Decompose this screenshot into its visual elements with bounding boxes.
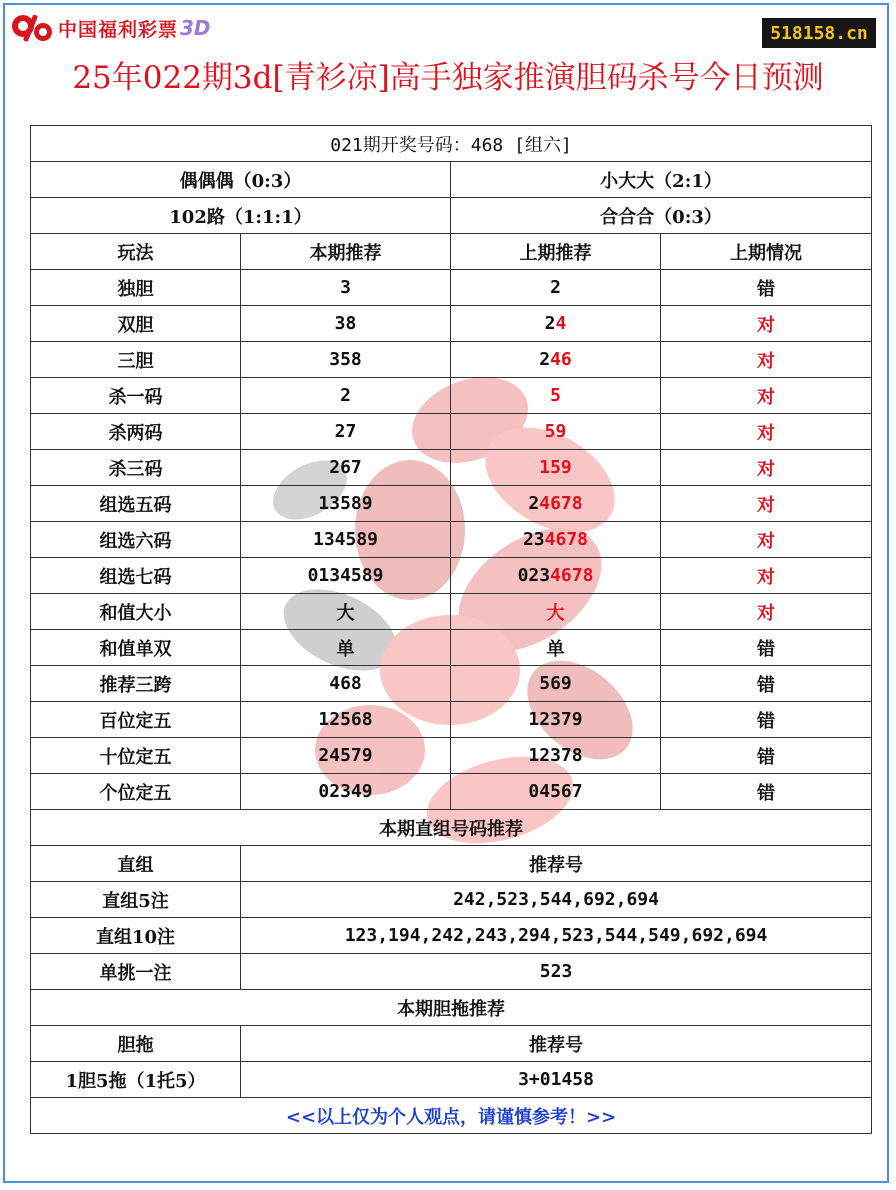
page-title: 25年022期3d[青衫凉]高手独家推演胆码杀号今日预测 [72, 60, 824, 96]
dantuo-header-row [31, 1026, 872, 1062]
last-recommendation-hit: 大 [546, 602, 565, 624]
col-header-last: 上期推荐 [451, 234, 661, 270]
current-recommendation: 大 [241, 594, 451, 630]
last-recommendation [451, 594, 661, 630]
site-badge[interactable]: 518158.cn [762, 18, 876, 48]
last-recommendation [451, 306, 661, 342]
last-result: 错 [661, 702, 872, 738]
col-header-current: 本期推荐 [241, 234, 451, 270]
play-name: 双胆 [31, 306, 241, 342]
current-recommendation: 单 [241, 630, 451, 666]
last-recommendation [451, 414, 661, 450]
dantuo-label: 1胆5拖（1托5） [31, 1062, 241, 1098]
current-recommendation: 358 [241, 342, 451, 378]
table-row [31, 270, 872, 306]
table-row [31, 414, 872, 450]
current-recommendation: 13589 [241, 486, 451, 522]
table-row [31, 702, 872, 738]
table-row [31, 450, 872, 486]
direct-value-header: 推荐号 [241, 846, 872, 882]
summary-row [31, 198, 872, 234]
last-recommendation-hit: 5 [550, 385, 561, 406]
last-recommendation [451, 738, 661, 774]
last-recommendation [451, 450, 661, 486]
play-name: 独胆 [31, 270, 241, 306]
section-row [31, 810, 872, 846]
prime-pattern: 合合合（0:3） [451, 198, 872, 234]
dantuo-numbers: 3+01458 [241, 1062, 872, 1098]
last-recommendation [451, 486, 661, 522]
last-result: 错 [661, 774, 872, 810]
last-recommendation-hit: 59 [544, 421, 567, 442]
dantuo-row [31, 1062, 872, 1098]
last-recommendation [451, 702, 661, 738]
dantuo-section-title: 本期胆拖推荐 [31, 990, 872, 1026]
last-recommendation [451, 558, 661, 594]
table-row [31, 558, 872, 594]
last-recommendation [451, 630, 661, 666]
last-recommendation-miss: 2 [539, 349, 551, 370]
play-name: 个位定五 [31, 774, 241, 810]
current-recommendation: 12568 [241, 702, 451, 738]
last-recommendation-hit: 4678 [539, 493, 583, 514]
play-name: 三胆 [31, 342, 241, 378]
current-recommendation: 3 [241, 270, 451, 306]
summary-row [31, 162, 872, 198]
direct-row [31, 882, 872, 918]
current-recommendation: 0134589 [241, 558, 451, 594]
logo-text: 中国福利彩票 [58, 18, 179, 41]
last-recommendation [451, 774, 661, 810]
direct-label: 直组10注 [31, 918, 241, 954]
last-recommendation-miss: 04567 [528, 781, 583, 802]
table-row [31, 774, 872, 810]
last-result: 对 [661, 450, 872, 486]
last-recommendation-miss: 单 [546, 638, 565, 660]
play-name: 十位定五 [31, 738, 241, 774]
table-row [31, 486, 872, 522]
last-result: 对 [661, 414, 872, 450]
direct-col-header: 直组 [31, 846, 241, 882]
play-name: 和值大小 [31, 594, 241, 630]
footer-row [31, 1098, 872, 1134]
table-row [31, 306, 872, 342]
direct-row [31, 918, 872, 954]
parity-pattern: 偶偶偶（0:3） [31, 162, 451, 198]
lottery-logo [10, 8, 211, 48]
last-recommendation [451, 342, 661, 378]
dantuo-value-header: 推荐号 [241, 1026, 872, 1062]
direct-header-row [31, 846, 872, 882]
direct-section-title: 本期直组号码推荐 [31, 810, 872, 846]
current-recommendation: 2 [241, 378, 451, 414]
table-row [31, 594, 872, 630]
last-recommendation [451, 666, 661, 702]
last-recommendation-miss: 12379 [528, 709, 583, 730]
play-name: 组选七码 [31, 558, 241, 594]
direct-row [31, 954, 872, 990]
last-recommendation-miss: 2 [550, 277, 561, 298]
play-name: 杀一码 [31, 378, 241, 414]
direct-label: 单挑一注 [31, 954, 241, 990]
last-recommendation-miss: 023 [517, 565, 551, 586]
section-row [31, 990, 872, 1026]
current-recommendation: 27 [241, 414, 451, 450]
column-header-row [31, 234, 872, 270]
draw-row [31, 126, 872, 162]
current-recommendation: 267 [241, 450, 451, 486]
last-result: 对 [661, 594, 872, 630]
last-recommendation [451, 522, 661, 558]
col-header-result: 上期情况 [661, 234, 872, 270]
last-recommendation-hit: 46 [550, 349, 572, 370]
logo-3d: 3D [180, 16, 211, 40]
last-recommendation-hit: 4 [555, 313, 567, 334]
last-result: 错 [661, 666, 872, 702]
table-row [31, 378, 872, 414]
table-row [31, 630, 872, 666]
direct-label: 直组5注 [31, 882, 241, 918]
play-name: 组选六码 [31, 522, 241, 558]
col-header-play: 玩法 [31, 234, 241, 270]
size-pattern: 小大大（2:1） [451, 162, 872, 198]
footer-note: <<以上仅为个人观点，请谨慎参考！>> [31, 1098, 872, 1134]
last-recommendation-miss: 2 [544, 313, 556, 334]
last-result: 错 [661, 738, 872, 774]
table-row [31, 666, 872, 702]
current-recommendation: 24579 [241, 738, 451, 774]
last-result: 错 [661, 270, 872, 306]
last-result: 对 [661, 342, 872, 378]
draw-result: 021期开奖号码：468 [组六] [31, 126, 872, 162]
last-result: 对 [661, 558, 872, 594]
last-result: 错 [661, 630, 872, 666]
last-result: 对 [661, 306, 872, 342]
last-recommendation-miss: 2 [528, 493, 540, 514]
last-recommendation-miss: 23 [522, 529, 545, 550]
last-result: 对 [661, 522, 872, 558]
direct-numbers: 123,194,242,243,294,523,544,549,692,694 [241, 918, 872, 954]
prediction-table [30, 125, 872, 1134]
table-row [31, 522, 872, 558]
last-recommendation-hit: 159 [539, 457, 572, 478]
direct-numbers: 523 [241, 954, 872, 990]
play-name: 组选五码 [31, 486, 241, 522]
current-recommendation: 468 [241, 666, 451, 702]
last-recommendation-hit: 4678 [550, 565, 594, 586]
last-recommendation-miss: 569 [539, 673, 572, 694]
dantuo-col-header: 胆拖 [31, 1026, 241, 1062]
last-recommendation-hit: 4678 [544, 529, 589, 550]
play-name: 推荐三跨 [31, 666, 241, 702]
last-result: 对 [661, 486, 872, 522]
current-recommendation: 38 [241, 306, 451, 342]
current-recommendation: 134589 [241, 522, 451, 558]
play-name: 百位定五 [31, 702, 241, 738]
play-name: 和值单双 [31, 630, 241, 666]
table-row [31, 738, 872, 774]
last-recommendation-miss: 12378 [528, 745, 583, 766]
current-recommendation: 02349 [241, 774, 451, 810]
play-name: 杀三码 [31, 450, 241, 486]
last-recommendation [451, 378, 661, 414]
route-pattern: 102路（1:1:1） [31, 198, 451, 234]
table-row [31, 342, 872, 378]
last-recommendation [451, 270, 661, 306]
direct-numbers: 242,523,544,692,694 [241, 882, 872, 918]
lottery-logo-icon [10, 10, 54, 46]
play-name: 杀两码 [31, 414, 241, 450]
last-result: 对 [661, 378, 872, 414]
